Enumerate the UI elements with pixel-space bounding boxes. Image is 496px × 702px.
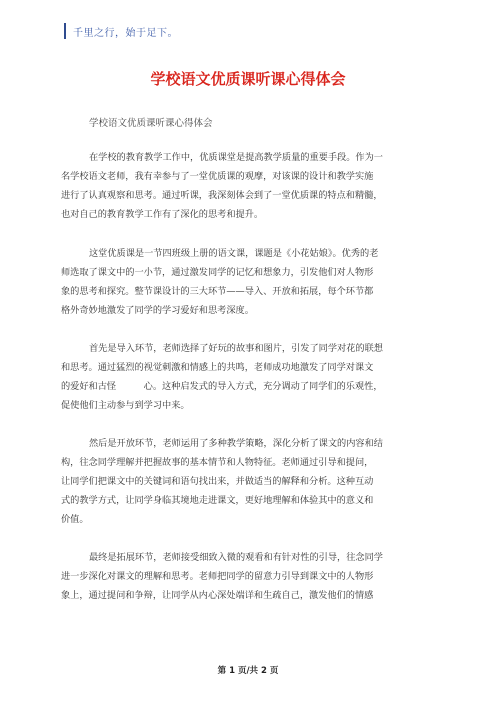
- header-motto: 千里之行，始于足下。: [73, 27, 178, 39]
- paragraph-2: [61, 244, 441, 320]
- paragraph-line: 让同学们把课文中的关键词和语句找出来，并做适当的解释和分析。这种互动: [61, 476, 374, 487]
- paragraph-line: 然后是开放环节，老师运用了多种教学策略，深化分析了课文的内容和结: [89, 438, 383, 449]
- document-title: 学校语文优质课听课心得体会: [150, 70, 346, 88]
- paragraph-4: [61, 434, 441, 529]
- paragraph-line: 式的教学方式，让同学身临其境地走进课文，更好地理解和体验其中的意义和: [61, 495, 374, 506]
- document-subtitle: 学校语文优质课听课心得体会: [89, 118, 213, 129]
- paragraph-line: 格外奇妙地激发了同学的学习爱好和思考深度。: [61, 305, 254, 316]
- paragraph-5: [61, 548, 441, 605]
- page-number: 第 1 页/共 2 页: [217, 666, 279, 676]
- paragraph-line: 师选取了课文中的一小节，通过激发同学的记忆和想象力，引发他们对人物形: [61, 267, 374, 278]
- header-accent-bar: [64, 23, 66, 39]
- paragraph-line: 和思考。通过猛烈的视觉刺激和情感上的共鸣，老师成功地激发了同学对课文: [61, 362, 374, 373]
- paragraph-line: 这堂优质课是一节四班级上册的语文课，课题是《小花姑娘》。优秀的老: [89, 248, 379, 259]
- paragraph-line: 象的思考和探究。整节课设计的三大环节——导入、开放和拓展，每个环节都: [61, 286, 374, 297]
- paragraph-line: 促使他们主动参与到学习中来。: [61, 400, 190, 411]
- paragraph-line: 进行了认真观察和思考。通过听课，我深刻体会到了一堂优质课的特点和精髓，: [61, 190, 383, 201]
- paragraph-line: 的爱好和古怪 心。这种启发式的导入方式，充分调动了同学们的乐观性，: [61, 381, 383, 392]
- paragraph-line: 价值。: [61, 514, 89, 525]
- paragraph-line: 名学校语文老师，我有幸参与了一堂优质课的观摩，对该课的设计和教学实施: [61, 171, 374, 182]
- paragraph-line: 构，往念同学理解并把握故事的基本情节和人物特征。老师通过引导和提问，: [61, 457, 374, 468]
- paragraph-line: 在学校的教育教学工作中，优质课堂是提高教学质量的重要手段。作为一: [89, 152, 383, 163]
- paragraph-line: 最终是拓展环节，老师接受细致入微的观看和有针对性的引导，往念同学: [89, 552, 383, 563]
- paragraph-line: 也对自己的教育教学工作有了深化的思考和提升。: [61, 209, 264, 220]
- paragraph-line: 象上，通过提问和争辩，让同学从内心深处端详和生疏自己，激发他们的情感: [61, 590, 374, 601]
- paragraph-line: 首先是导入环节，老师选择了好玩的故事和图片，引发了同学对花的联想: [89, 343, 383, 354]
- page-header: [64, 22, 178, 40]
- paragraph-3: [61, 339, 441, 415]
- paragraph-line: 进一步深化对课文的理解和思考。老师把同学的留意力引导到课文中的人物形: [61, 571, 374, 582]
- paragraph-1: [61, 148, 441, 224]
